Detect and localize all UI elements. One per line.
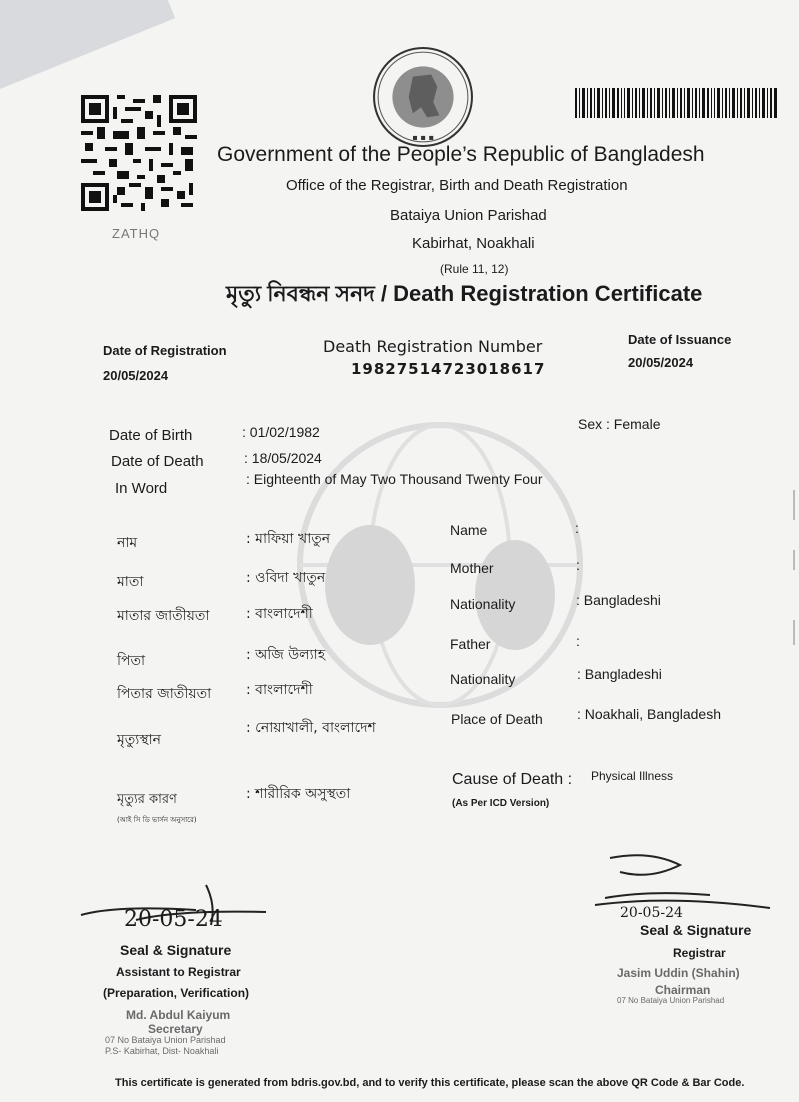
right-role: Registrar [673,946,726,960]
left-signature-date: 20-05-24 [124,907,223,932]
name-bn-label: নাম [117,535,138,551]
registration-date-label: Date of Registration [103,343,227,358]
name-en-label: Name [450,522,488,538]
father-en-label: Father [450,636,491,652]
location-heading: Kabirhat, Noakhali [412,235,535,252]
cause-en-note: (As Per ICD Version) [452,798,550,809]
left-name: Md. Abdul Kaiyum [126,1008,231,1022]
death-date-label: Date of Death [111,453,204,470]
registration-number: 19827514723018617 [351,360,546,378]
right-org: 07 No Bataiya Union Parishad [617,996,725,1005]
father-nationality-bn-value: : বাংলাদেশী [246,682,313,698]
government-heading: Government of the People’s Republic of Bangladesh [217,143,705,166]
left-seal-label: Seal & Signature [120,942,232,958]
qr-code [80,95,198,211]
left-title: Secretary [148,1022,203,1036]
government-seal [372,46,474,148]
union-heading: Bataiya Union Parishad [390,207,547,224]
mother-nationality-en-value: : Bangladeshi [576,592,661,608]
cause-en-label: Cause of Death : [452,771,573,788]
place-en-value: : Noakhali, Bangladesh [577,706,721,722]
birth-date: : 01/02/1982 [242,424,320,440]
father-nationality-en-label: Nationality [450,671,516,687]
cause-bn-value: : শারীরিক অসুস্থতা [246,786,351,802]
right-signature-date: 20-05-24 [620,905,683,921]
place-bn-label: মৃত্যুস্থান [117,732,162,748]
issuance-date: 20/05/2024 [628,355,694,370]
qr-caption: ZATHQ [112,226,161,241]
office-heading: Office of the Registrar, Birth and Death Registration [286,177,628,194]
right-signature-scribble [590,850,780,930]
name-en-value: : [575,520,579,536]
mother-nationality-bn-value: : বাংলাদেশী [246,606,313,622]
mother-nationality-bn-label: মাতার জাতীয়তা [117,608,210,624]
rule-reference: (Rule 11, 12) [440,262,509,276]
certificate-title: মৃত্যু নিবন্ধন সনদ / Death Registration Certificate [226,281,703,306]
father-nationality-en-value: : Bangladeshi [577,666,662,682]
left-org: 07 No Bataiya Union Parishad [105,1035,226,1045]
barcode [575,88,777,118]
in-word-value: : Eighteenth of May Two Thousand Twenty Four [246,471,543,487]
left-address: P.S- Kabirhat, Dist- Noakhali [105,1046,219,1056]
cause-bn-label: মৃত্যুর কারণ [117,792,177,807]
death-date: : 18/05/2024 [244,450,322,466]
right-name: Jasim Uddin (Shahin) [617,966,740,980]
mother-en-label: Mother [450,560,494,576]
right-title: Chairman [655,983,711,997]
mother-en-value: : [576,557,580,573]
background-corner [0,0,175,93]
left-role: Assistant to Registrar [116,965,241,979]
place-en-label: Place of Death [451,711,543,727]
watermark-globe [290,415,590,715]
mother-bn-value: : ওবিদা খাতুন [246,570,326,586]
left-duty: (Preparation, Verification) [103,986,250,1000]
sex-value: Sex : Female [578,416,661,432]
father-bn-label: পিতা [117,653,146,669]
name-bn-value: : মাফিয়া খাতুন [246,531,331,547]
svg-text:▪ ▪ ▪: ▪ ▪ ▪ [412,131,434,142]
registration-date: 20/05/2024 [103,368,169,383]
in-word-label: In Word [115,480,168,497]
father-bn-value: : অজি উল্যাহ [246,647,326,663]
footer-note: This certificate is generated from bdris.gov.bd, and to verify this certificate, please scan the above QR Code & Bar Code. [115,1077,745,1089]
father-en-value: : [576,633,580,649]
birth-date-label: Date of Birth [109,427,193,444]
cause-bn-note: (আই সি ডি ভার্সন অনুসারে) [117,816,197,824]
mother-nationality-en-label: Nationality [450,596,516,612]
place-bn-value: : নোয়াখালী, বাংলাদেশ [246,720,376,736]
right-seal-label: Seal & Signature [640,922,752,938]
issuance-date-label: Date of Issuance [628,332,732,347]
father-nationality-bn-label: পিতার জাতীয়তা [117,686,212,702]
cause-en-value: Physical Illness [591,769,674,783]
mother-bn-label: মাতা [117,574,144,590]
registration-number-label: Death Registration Number [323,337,543,356]
edge-marks [792,490,797,650]
